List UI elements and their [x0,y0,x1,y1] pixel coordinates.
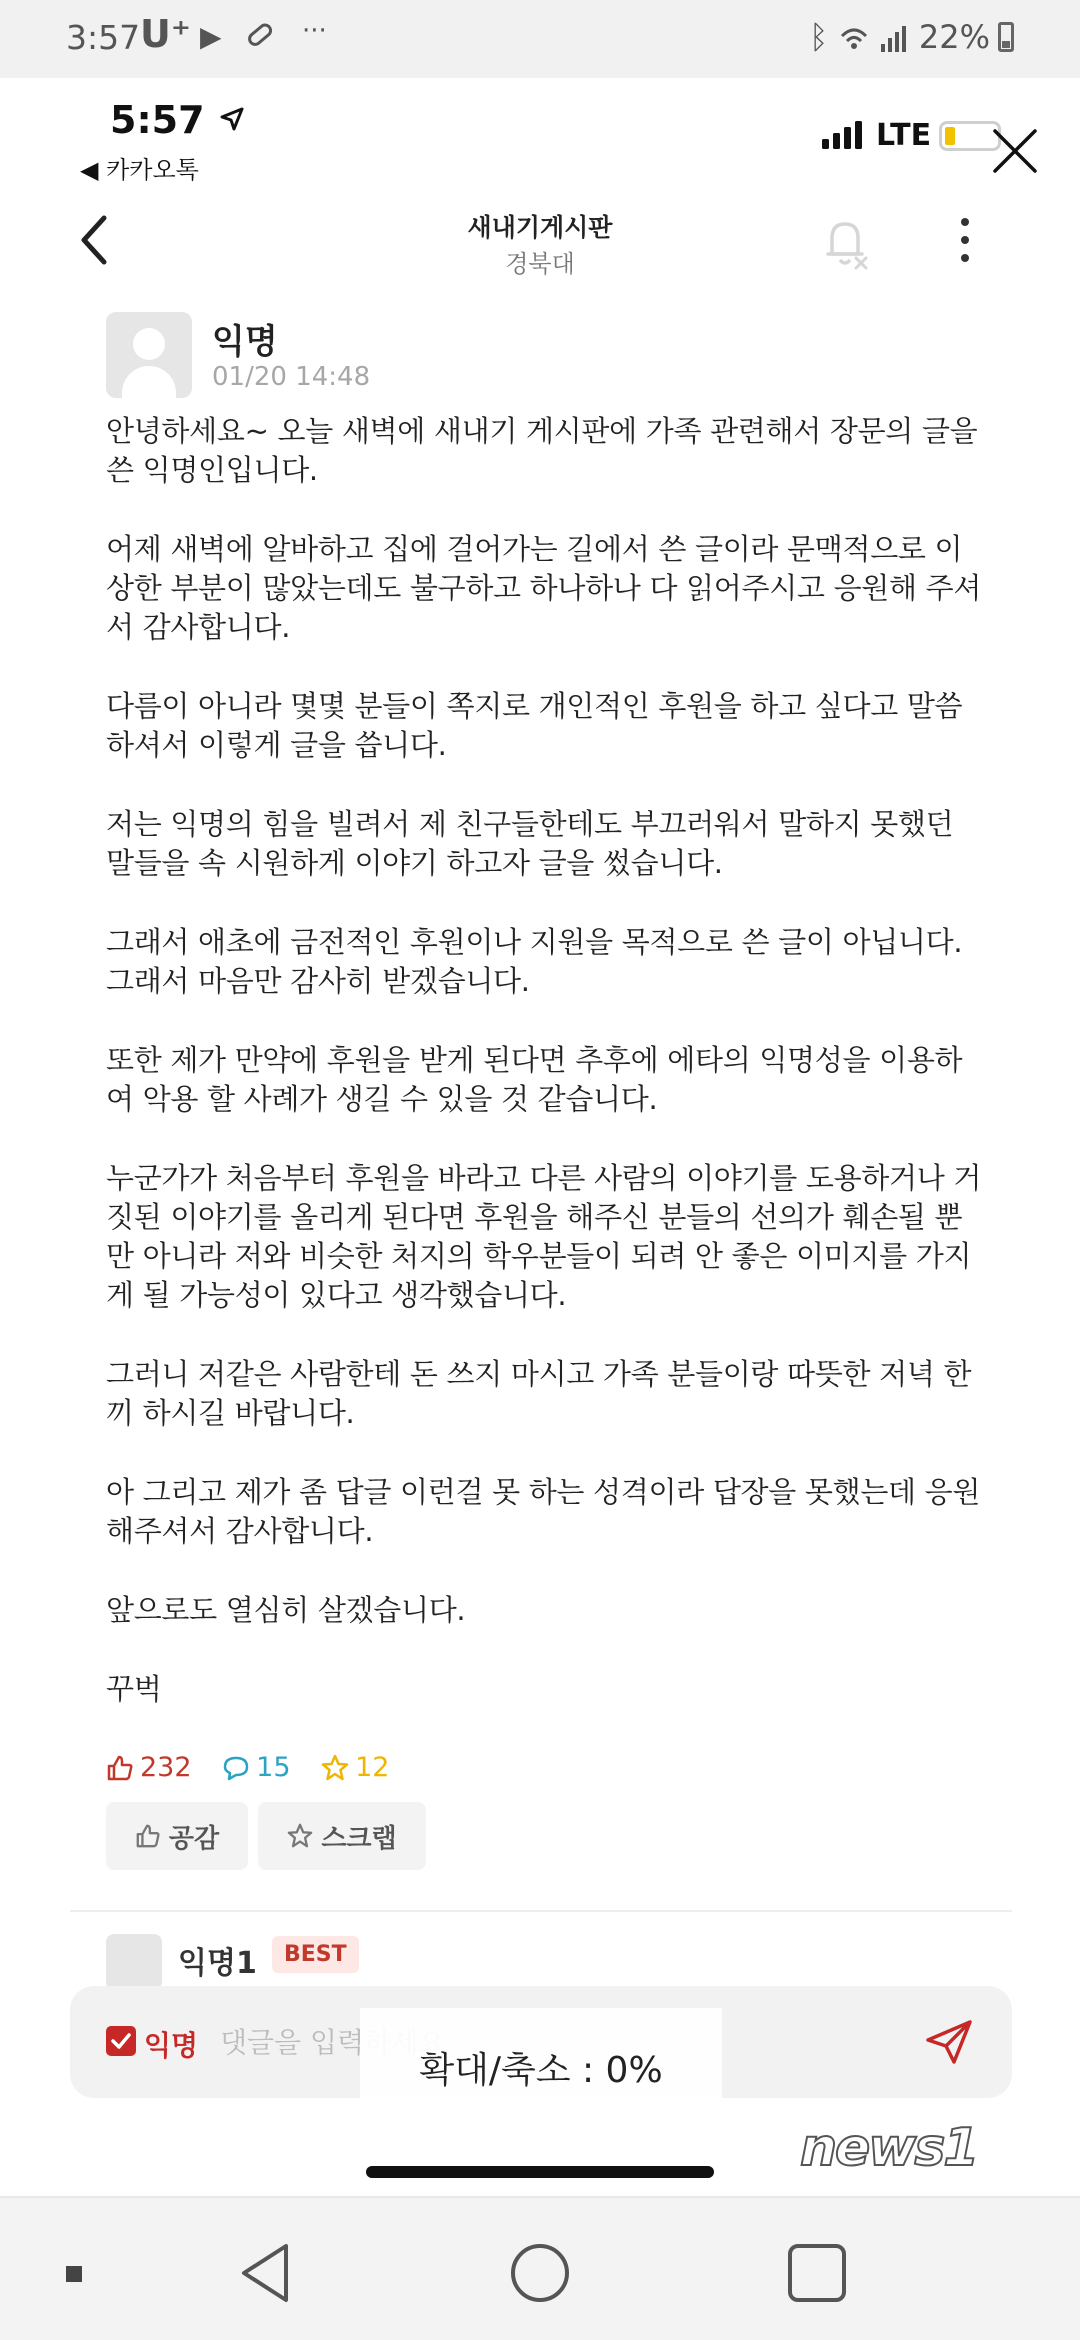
author-name: 익명 [212,322,278,362]
ios-signal-icon [822,121,866,149]
like-count: 232 [106,1752,192,1783]
post-paragraph: 그러니 저같은 사람한테 돈 쓰지 마시고 가족 분들이랑 따뜻한 저녁 한 끼 하시길 바랍니다. [106,1357,972,1430]
network-type: LTE [876,118,932,153]
anonymous-checkbox[interactable] [106,2026,136,2056]
assist-dot-icon [66,2266,82,2282]
android-clock: 3:57 [66,18,141,57]
like-button[interactable] [106,1802,248,1870]
carrier-logo: U⁺ [140,12,191,56]
school-name: 경북대 [505,250,575,278]
post-date: 01/20 14:48 [212,362,371,392]
post-paragraph: 어제 새벽에 알바하고 집에 걸어가는 길에서 쓴 글이라 문맥적으로 이상한 부분이 많았는데도 불구하고 하나하나 다 읽어주시고 응원해 주셔서 감사합니다. [106,532,982,644]
wifi-icon [839,24,869,52]
scrap-count: 12 [321,1752,389,1783]
post-paragraph: 안녕하세요~ 오늘 새벽에 새내기 게시판에 가족 관련해서 장문의 글을 쓴 익명인입니다. [106,414,978,487]
back-triangle-icon[interactable] [232,2238,302,2308]
ios-status-bar [0,78,1080,188]
play-icon: ▶ [200,20,222,53]
system-indicators [809,18,1014,56]
close-icon[interactable] [990,126,1040,176]
comment-avatar [106,1934,162,1990]
board-title: 새내기게시판 [467,213,613,242]
battery-percent: 22% [918,18,990,56]
home-indicator[interactable] [366,2166,714,2178]
best-badge: BEST [272,1936,359,1973]
battery-icon [998,22,1014,52]
zoom-indicator: 확대/축소 : 0% [360,2008,722,2098]
post-paragraph: 꾸벅 [106,1672,162,1706]
post-paragraph: 저는 익명의 힘을 빌려서 제 친구들한테도 부끄러워서 말하지 못했던 말들을 속 시원하게 이야기 하고자 글을 썼습니다. [106,807,954,880]
anonymous-label: 익명 [144,2029,199,2062]
post-body [106,412,986,1749]
android-nav-bar [0,2196,1080,2340]
thumbs-up-icon [106,1754,134,1782]
post-stats [106,1752,411,1789]
back-to-app-link[interactable]: ◀ 카카오톡 [80,156,199,184]
more-notifications-icon: ··· [302,16,327,46]
post-paragraph: 누군가가 처음부터 후원을 바라고 다른 사람의 이야기를 도용하거나 거짓된 이야기를 올리게 된다면 후원을 해주신 분들의 선의가 훼손될 뿐만 아니라 저와 비슷한 처지의 학우분들이 되려 안 좋은 이미지를 가지게 될 가능성이 있다고 생각했습니다. [106,1161,982,1312]
post-paragraph: 다름이 아니라 몇몇 분들이 쪽지로 개인적인 후원을 하고 싶다고 말씀하셔서 이렇게 글을 씁니다. [106,689,963,762]
post-paragraph: 그래서 애초에 금전적인 후원이나 지원을 목적으로 쓴 글이 아닙니다. 그래서 마음만 감사히 받겠습니다. [106,925,963,998]
comment-author: 익명1 [178,1946,257,1981]
star-icon [287,1823,313,1849]
bell-off-icon[interactable] [820,214,870,272]
app-header [0,190,1080,290]
comment-bubble-icon [222,1754,250,1782]
android-status-bar [0,0,1080,78]
avatar [106,312,192,398]
ios-clock: 5:57 [110,98,246,142]
comment-count: 15 [222,1752,290,1783]
post-paragraph: 또한 제가 만약에 후원을 받게 된다면 추후에 에타의 익명성을 이용하여 악용 할 사례가 생길 수 있을 것 같습니다. [106,1043,963,1116]
news1-watermark: news1 [800,2118,978,2178]
checkmark-icon [106,2026,136,2056]
like-button-label: 공감 [168,1823,220,1854]
pill-icon [244,20,274,57]
scrap-button[interactable] [258,1802,426,1870]
scrap-button-label: 스크랩 [321,1823,397,1854]
more-vertical-icon[interactable] [950,212,980,268]
post-paragraph: 앞으로도 열심히 살겠습니다. [106,1593,466,1627]
bluetooth-icon: ᛒ [809,18,829,56]
ios-indicators [822,118,1001,153]
home-circle-icon[interactable] [505,2238,575,2308]
comment-item[interactable] [106,1934,986,1981]
post-paragraph: 아 그리고 제가 좀 답글 이런걸 못 하는 성격이라 답장을 못했는데 응원해주셔서 감사합니다. [106,1475,981,1548]
recents-square-icon[interactable] [782,2238,852,2308]
divider [70,1910,1012,1912]
send-icon[interactable] [924,2018,974,2066]
star-icon [321,1754,349,1782]
signal-icon [879,24,909,52]
thumbs-up-icon [135,1823,161,1849]
location-arrow-icon [218,105,246,133]
